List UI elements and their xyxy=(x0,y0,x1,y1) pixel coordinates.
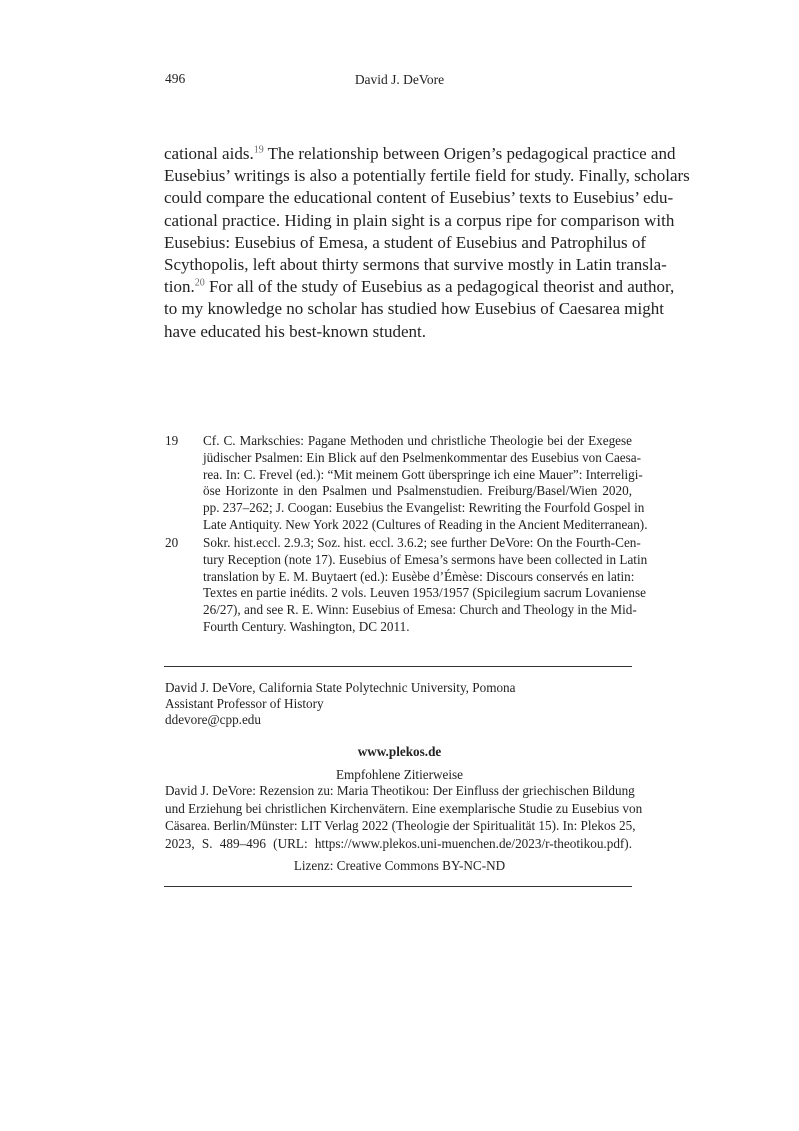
body-line-text: For all of the study of Eusebius as a pedagogical theorist and author, xyxy=(204,277,675,297)
body-line-text: to my knowledge no scholar has studied how Eusebius of Caesarea might xyxy=(164,299,664,319)
footnote-reference[interactable]: 19 xyxy=(253,144,264,156)
body-line xyxy=(164,187,674,209)
text-line: pp. 237–262; J. Coogan: Eusebius the Evangelist: Rewriting the Fourfold Gospel in xyxy=(203,500,645,516)
author-affiliation: David J. DeVore, California State Polytechnic University, Pomona xyxy=(165,680,516,695)
page-number: 496 xyxy=(165,71,186,86)
body-line xyxy=(164,210,675,232)
text-line: öse Horizonte in den Psalmen und Psalmenstudien. Freiburg/Basel/Wien 2020, xyxy=(203,483,632,499)
footnote-reference[interactable]: 20 xyxy=(194,277,205,289)
body-text xyxy=(164,143,690,343)
footnote-text xyxy=(203,535,648,636)
body-line xyxy=(164,143,676,165)
divider xyxy=(164,886,632,887)
body-line xyxy=(164,276,675,298)
footnote-number: 20 xyxy=(165,535,179,550)
text-line: Textes en partie inédits. 2 vols. Leuven 1953/1957 (Spicilegium sacrum Lovaniense xyxy=(203,585,646,601)
text-line: Cäsarea. Berlin/Münster: LIT Verlag 2022 (Theologie der Spiritualität 15). In: Plekos 25, xyxy=(165,818,636,834)
footnote-text xyxy=(203,433,648,534)
body-line-text: The relationship between Origen’s pedagogical practice and xyxy=(263,144,676,163)
text-line: und Erziehung bei christlichen Kirchenvätern. Eine exemplarische Studie zu Eusebius von xyxy=(165,800,643,816)
body-line-text: have educated his best-known student. xyxy=(164,321,427,341)
author-info xyxy=(165,680,516,728)
body-line xyxy=(164,321,636,343)
license: Lizenz: Creative Commons BY-NC-ND xyxy=(293,858,506,873)
text-line: tury Reception (note 17). Eusebius of Emesa’s sermons have been collected in Latin xyxy=(203,551,648,567)
body-line xyxy=(164,254,667,276)
text-line: 26/27), and see R. E. Winn: Eusebius of Emesa: Church and Theology in the Mid- xyxy=(203,602,637,618)
site-link[interactable]: www.plekos.de xyxy=(357,744,442,759)
text-line: Cf. C. Markschies: Pagane Methoden und christliche Theologie bei der Exegese xyxy=(203,433,632,448)
text-line: Sokr. hist.eccl. 2.9.3; Soz. hist. eccl. 3.6.2; see further DeVore: On the Fourth-Cen- xyxy=(203,535,641,550)
text-line: Late Antiquity. New York 2022 (Cultures of Reading in the Ancient Mediterranean). xyxy=(203,516,648,532)
body-line-text: could compare the educational content of Eusebius’ texts to Eusebius’ edu- xyxy=(164,188,674,208)
text-line: translation by E. M. Buytaert (ed.): Eusèbe d’Émèse: Discours conservés en latin: xyxy=(203,568,635,584)
running-header-author: David J. DeVore xyxy=(354,72,445,87)
body-line-text: cational aids. xyxy=(164,144,254,163)
body-line xyxy=(164,232,647,254)
text-line: jüdischer Psalmen: Ein Blick auf den Pselmenkommentar des Eusebius von Caesa- xyxy=(203,449,642,465)
text-line: David J. DeVore: Rezension zu: Maria Theotikou: Der Einfluss der griechischen Bildung xyxy=(165,783,635,798)
author-position: Assistant Professor of History xyxy=(165,696,324,711)
body-line xyxy=(164,165,690,187)
body-line-text: Eusebius: Eusebius of Emesa, a student of Eusebius and Patrophilus of xyxy=(164,232,647,252)
body-line-text: cational practice. Hiding in plain sight is a corpus ripe for comparison with xyxy=(164,210,675,230)
body-line-text: tion. xyxy=(164,277,195,297)
body-line-text: Eusebius’ writings is also a potentially fertile field for study. Finally, scholars xyxy=(164,166,690,186)
body-line xyxy=(164,298,664,320)
body-line-text: Scythopolis, left about thirty sermons that survive mostly in Latin transla- xyxy=(164,255,667,275)
divider xyxy=(164,666,632,667)
text-line: rea. In: C. Frevel (ed.): “Mit meinem Gott überspringe ich eine Mauer”: Interreligi- xyxy=(203,466,643,482)
footnote-number: 19 xyxy=(165,433,179,448)
text-line: Fourth Century. Washington, DC 2011. xyxy=(203,618,410,634)
text-line: 2023, S. 489–496 (URL: https://www.plekos.uni-muenchen.de/2023/r-theotikou.pdf). xyxy=(165,835,632,851)
citation-heading: Empfohlene Zitierweise xyxy=(335,767,464,782)
author-email[interactable]: ddevore@cpp.edu xyxy=(165,712,261,727)
citation-text xyxy=(165,782,643,852)
